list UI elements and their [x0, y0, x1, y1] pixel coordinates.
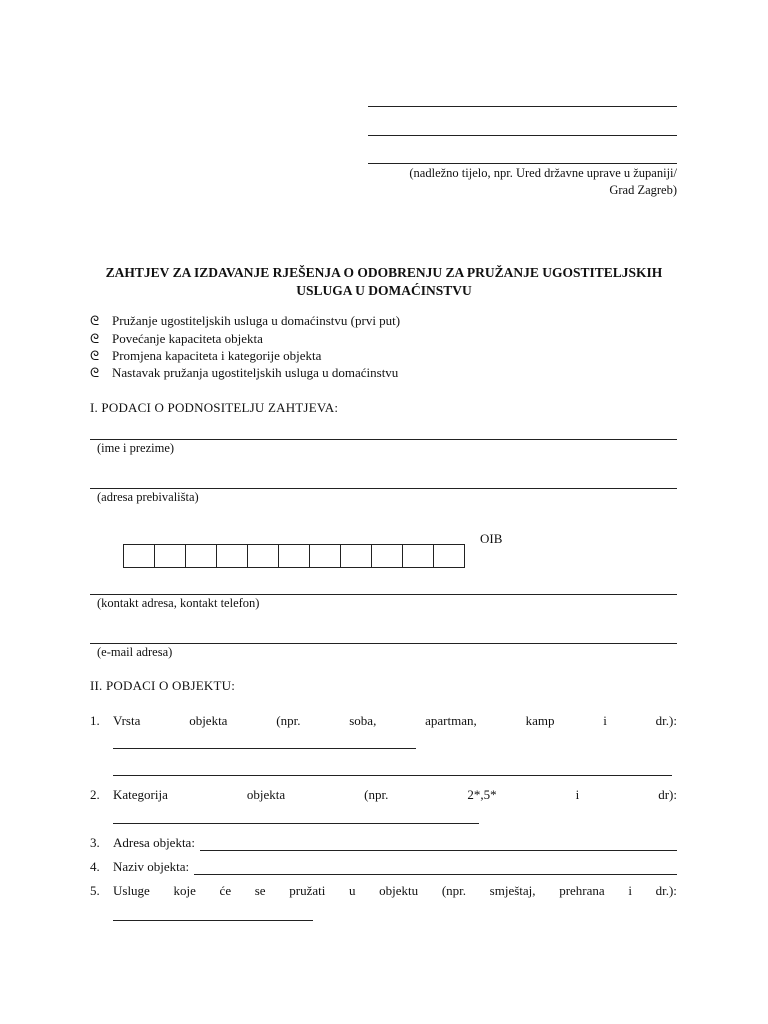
oib-digit-cell[interactable]	[309, 544, 341, 568]
label-word: (npr.	[441, 883, 467, 898]
item-number: 1.	[90, 713, 100, 728]
object-type-field-1[interactable]	[113, 748, 416, 749]
oib-digit-cell[interactable]	[278, 544, 310, 568]
option-first-time[interactable]	[90, 312, 400, 329]
recipient-line-2[interactable]	[368, 135, 677, 136]
contact-field[interactable]	[90, 594, 677, 595]
document-title	[80, 264, 688, 300]
oib-input-grid[interactable]	[123, 544, 465, 568]
address-field[interactable]	[90, 488, 677, 489]
recipient-note-line1: (nadležno tijelo, npr. Ured državne uprave u županiji/	[409, 166, 677, 180]
label-word: Vrsta	[113, 713, 141, 728]
label-word: objektu	[379, 883, 419, 898]
label-word: Usluge	[113, 883, 150, 898]
option-label: Nastavak pružanja ugostiteljskih usluga u domaćinstvu	[112, 364, 399, 380]
item-object-category-label	[113, 787, 677, 803]
item-object-type-label	[113, 713, 677, 729]
name-field[interactable]	[90, 439, 677, 440]
label-word: i	[628, 883, 632, 898]
label-word: se	[254, 883, 266, 898]
label-word: pružati	[289, 883, 326, 898]
option-label: Pružanje ugostiteljskih usluga u domaćinstvu (prvi put)	[112, 312, 401, 328]
object-address-label: Adresa objekta:	[113, 835, 195, 850]
oib-label: OIB	[480, 531, 503, 546]
item-number: 3.	[90, 835, 100, 850]
label-word: Kategorija	[113, 787, 168, 802]
label-word: koje	[173, 883, 196, 898]
object-name-label: Naziv objekta:	[113, 859, 190, 874]
oib-digit-cell[interactable]	[216, 544, 248, 568]
recipient-line-3[interactable]	[368, 163, 677, 164]
option-checkbox-icon[interactable]: ᘓ	[90, 347, 100, 363]
services-field[interactable]	[113, 920, 313, 921]
option-label: Povećanje kapaciteta objekta	[112, 330, 263, 346]
recipient-note-line2: Grad Zagreb)	[609, 183, 677, 197]
contact-caption: (kontakt adresa, kontakt telefon)	[97, 596, 260, 610]
label-word: će	[219, 883, 232, 898]
item-number: 5.	[90, 883, 100, 898]
option-label: Promjena kapaciteta i kategorije objekta	[112, 347, 322, 363]
item-services-label	[113, 883, 677, 899]
label-word: (npr.	[276, 713, 301, 728]
oib-digit-cell[interactable]	[371, 544, 403, 568]
label-word: objekta	[246, 787, 286, 802]
label-word: (npr.	[364, 787, 389, 802]
object-type-field-2[interactable]	[113, 775, 672, 776]
label-word: dr.):	[655, 883, 677, 898]
label-word: apartman,	[425, 713, 477, 728]
item-number: 4.	[90, 859, 100, 874]
object-category-field[interactable]	[113, 823, 479, 824]
label-word: prehrana	[559, 883, 605, 898]
label-word: soba,	[349, 713, 377, 728]
oib-digit-cell[interactable]	[123, 544, 155, 568]
label-word: smještaj,	[489, 883, 536, 898]
oib-digit-cell[interactable]	[402, 544, 434, 568]
email-caption: (e-mail adresa)	[97, 645, 173, 659]
recipient-line-1[interactable]	[368, 106, 677, 107]
label-word: i	[575, 787, 580, 802]
document-title-line2: USLUGA U DOMAĆINSTVU	[296, 283, 472, 298]
section-applicant-heading: I. PODACI O PODNOSITELJU ZAHTJEVA:	[90, 400, 339, 415]
oib-digit-cell[interactable]	[433, 544, 465, 568]
label-word: u	[349, 883, 356, 898]
label-word: dr.):	[655, 713, 677, 728]
oib-digit-cell[interactable]	[247, 544, 279, 568]
label-word: kamp	[525, 713, 555, 728]
name-caption: (ime i prezime)	[97, 441, 175, 455]
option-checkbox-icon[interactable]: ᘓ	[90, 312, 100, 328]
option-continuation[interactable]	[90, 364, 398, 381]
label-word: i	[603, 713, 607, 728]
option-checkbox-icon[interactable]: ᘓ	[90, 330, 100, 346]
label-word: 2*,5*	[467, 787, 497, 802]
oib-digit-cell[interactable]	[185, 544, 217, 568]
label-word: dr):	[658, 787, 677, 802]
object-name-field[interactable]	[194, 874, 677, 875]
item-number: 2.	[90, 787, 100, 802]
email-field[interactable]	[90, 643, 677, 644]
option-increase-capacity[interactable]	[90, 330, 263, 347]
address-caption: (adresa prebivališta)	[97, 490, 199, 504]
object-address-field[interactable]	[200, 850, 677, 851]
label-word: objekta	[189, 713, 228, 728]
option-checkbox-icon[interactable]: ᘓ	[90, 364, 100, 380]
oib-digit-cell[interactable]	[340, 544, 372, 568]
document-title-line1: ZAHTJEV ZA IZDAVANJE RJEŠENJA O ODOBRENJU ZA PRUŽANJE UGOSTITELJSKIH	[105, 265, 663, 280]
section-object-heading: II. PODACI O OBJEKTU:	[90, 678, 236, 693]
oib-digit-cell[interactable]	[154, 544, 186, 568]
option-change-capacity-category[interactable]	[90, 347, 321, 364]
